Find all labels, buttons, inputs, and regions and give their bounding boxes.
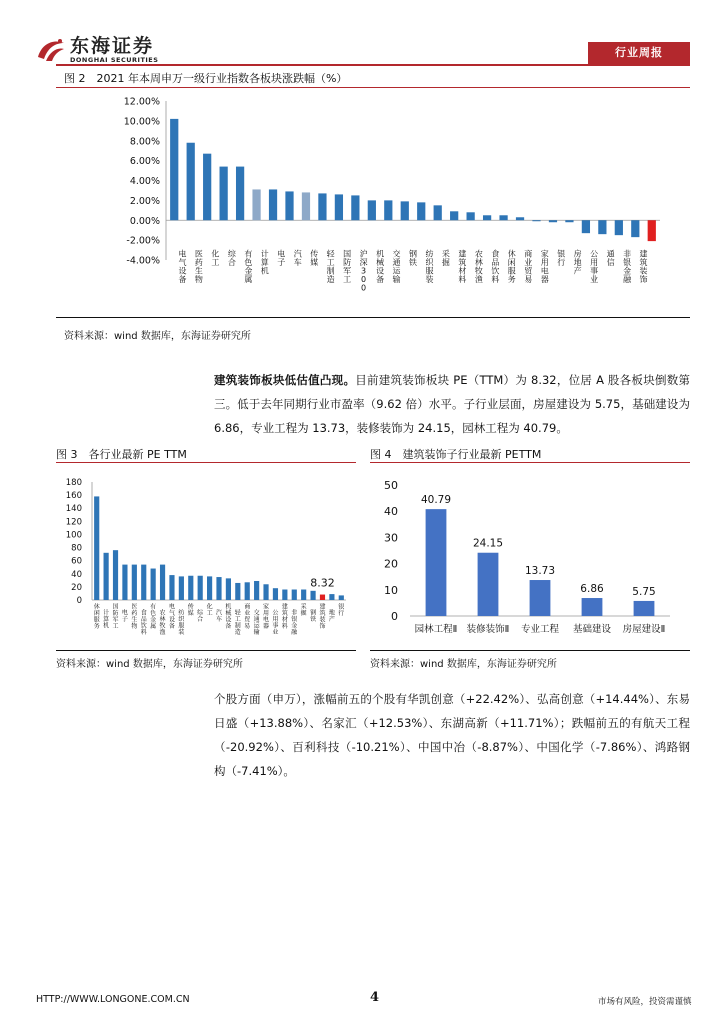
x-tick-label: 计算机 [260,249,269,276]
bar [478,553,499,616]
x-tick-label: 农林牧渔 [474,249,483,285]
bar [216,577,221,600]
x-tick-label: 纺织服装 [425,249,434,285]
x-tick-label: 交通运输 [392,249,401,285]
company-logo [36,36,158,64]
x-tick-label: 非银金融 [623,249,632,285]
bar [384,200,392,220]
footer-url[interactable]: HTTP://WWW.LONGONE.COM.CN [36,994,190,1005]
x-tick-label: 地产 [328,609,335,623]
y-tick-label: 20 [384,557,398,571]
bar [292,590,297,600]
bar [310,591,315,600]
figure4-chart [370,470,690,650]
x-tick-label: 汽车 [215,609,223,623]
bar [207,576,212,600]
x-tick-label: 医药生物 [194,249,203,285]
logo-icon [36,37,66,63]
bar [203,154,211,221]
bar [401,201,409,220]
figure2-source: 资料来源：wind 数据库，东海证券研究所 [64,331,251,342]
bar [351,195,359,220]
risk-disclaimer: 市场有风险，投资需谨慎 [598,997,692,1007]
bar [631,220,639,237]
x-tick-label: 建筑材料 [458,249,467,285]
bar [235,583,240,600]
bar [187,143,195,221]
bar [245,582,250,600]
logo-cn: 东海证券 [70,35,155,57]
bar [169,575,174,600]
x-tick-label: 食品饮料 [140,609,147,636]
bar [648,220,656,241]
x-tick-label: 轻工制造 [326,249,335,285]
x-tick-label: 非银金融 [291,609,298,636]
x-tick-label: 商业贸易 [244,603,251,630]
x-tick-label: 机械设备 [225,603,232,630]
bar [220,167,228,221]
bar [318,193,326,220]
bar [582,220,590,233]
x-tick-label: 汽车 [293,249,302,268]
bar [273,588,278,600]
x-tick-label: 房屋建设Ⅱ [622,624,666,635]
paragraph-valuation-body: 目前建筑装饰板块 PE（TTM）为 8.32，位居 A 股各板块倒数第三。低于去年同期行业市盈率（9.62 倍）水平。子行业层面，房屋建设为 5.75，基础建设为 6.86，专业工程为 13.73，装修装饰为 24.15，园林工程为 40.79。 [214,373,691,435]
x-tick-label: 专业工程 [520,624,560,635]
x-tick-label: 建筑装饰 [639,249,648,285]
x-tick-label: 传媒 [187,603,194,617]
bar [339,595,344,600]
x-tick-label: 计算机 [103,609,110,630]
bar [329,594,334,600]
bar [188,576,193,600]
bar [254,581,259,600]
y-tick-label: 0 [76,596,82,606]
figure3-caption: 图 3 各行业最新 PE TTM [56,448,187,461]
y-tick-label: 8.00% [129,136,160,148]
y-tick-label: 100 [65,530,82,541]
x-tick-label: 商业贸易 [524,249,533,285]
x-tick-label: 农林牧渔 [159,609,166,636]
bar [104,553,109,600]
x-tick-label: 房地产 [573,249,582,276]
bar [263,584,268,600]
x-tick-label: 家用电器 [263,603,270,630]
x-tick-label: 电子 [277,249,286,268]
figure2-chart [56,88,690,338]
bar [226,578,231,600]
bar [94,496,99,600]
x-tick-label: 国防军工 [343,249,352,285]
x-tick-label: 交通运输 [253,609,260,636]
y-tick-label: 180 [65,478,82,488]
x-tick-label: 化工 [206,603,213,617]
x-tick-label: 钢铁 [310,609,317,623]
x-tick-label: 建筑装饰 [319,603,326,630]
y-tick-label: 50 [384,479,398,492]
x-tick-label: 有色金属 [150,603,157,630]
y-tick-label: 0.00% [129,215,160,227]
paragraph-stocks: 个股方面（申万），涨幅前五的个股有华凯创意（+22.42%）、弘高创意（+14.44%）、东易日盛（+13.88%）、名家汇（+12.53%）、东湖高新（+11.71%）；跌幅前五的有航天工程（-20.92%）、百利科技（-10.21%）、中国中冶（-8.87%）、中国化学（-7.86%）、鸿路钢构（-7.41%）。 [214,692,690,778]
y-tick-label: -2.00% [126,235,160,247]
bar [141,565,146,600]
bar [236,167,244,221]
bar [499,215,507,220]
bar [160,565,165,600]
x-tick-label: 国防军工 [112,603,119,630]
bar [335,194,343,220]
bar [417,202,425,220]
data-label: 24.15 [472,537,504,550]
x-tick-label: 通信 [606,249,615,268]
figure3-top-rule [56,462,356,463]
y-tick-label: 80 [71,543,82,554]
x-tick-label: 园林工程Ⅱ [414,624,458,635]
x-tick-label: 休闲服务 [507,249,516,285]
figure3-source: 资料来源：wind 数据库，东海证券研究所 [56,659,243,670]
y-tick-label: 6.00% [129,156,160,168]
bar [634,601,655,616]
bar [252,189,260,220]
y-tick-label: 30 [384,531,398,545]
x-tick-label: 传媒 [310,249,319,268]
bar [368,200,376,220]
y-tick-label: 140 [65,504,82,515]
x-tick-label: 电子 [121,609,128,623]
x-tick-label: 有色金属 [244,249,253,285]
bar [450,211,458,220]
x-tick-label: 电气设备 [168,603,175,630]
x-tick-label: 沪深 3 0 0 [359,249,368,293]
y-tick-label: 0 [391,610,398,623]
y-tick-label: 40 [384,505,398,519]
figure4-bottom-rule [370,650,690,651]
x-tick-label: 家用电器 [540,249,549,285]
y-tick-label: 120 [65,517,82,528]
bar [582,598,603,616]
bar [426,509,447,616]
x-tick-label: 公用事业 [272,609,279,636]
figure4-caption: 图 4 建筑装饰子行业最新 PETTM [370,448,542,461]
bar [565,220,573,222]
header-divider [56,64,690,66]
x-tick-label: 钢铁 [409,249,417,268]
bar [285,191,293,220]
data-label: 5.75 [632,585,656,598]
data-label: 13.73 [524,565,556,578]
y-tick-label: 60 [71,556,82,567]
data-label-annotation: 8.32 [310,576,335,590]
x-tick-label: 综合 [227,249,236,268]
bar [301,590,306,600]
x-tick-label: 轻工制造 [234,609,241,636]
y-tick-label: 20 [71,582,82,593]
x-tick-label: 建筑材料 [281,603,288,630]
x-tick-label: 基础建设 [572,624,612,635]
bar [320,595,325,600]
bar [282,590,287,600]
x-tick-label: 银行 [557,249,566,268]
y-tick-label: 10.00% [123,116,160,128]
figure2-caption: 图 2 2021 年本周申万一级行业指数各板块涨跌幅（%） [64,72,348,85]
bar [170,119,178,220]
bar [467,212,475,220]
x-tick-label: 采掘 [300,603,307,617]
bar [122,565,127,600]
y-tick-label: 40 [71,569,82,580]
y-tick-label: 12.00% [123,96,160,108]
figure4-top-rule [370,462,690,463]
paragraph-valuation-lead: 建筑装饰板块低估值凸现。 [214,373,356,387]
paragraph-valuation [214,368,690,440]
bar [532,220,540,221]
figure2-bottom-rule [56,317,690,318]
bar [198,576,203,600]
y-tick-label: -4.00% [126,255,160,267]
bar [132,565,137,600]
page-number: 4 [370,990,380,1005]
y-tick-label: 160 [65,491,82,502]
figure4-source: 资料来源：wind 数据库，东海证券研究所 [370,659,557,670]
bar [549,220,557,222]
bar [151,569,156,600]
x-tick-label: 食品饮料 [491,249,500,285]
figure3-bottom-rule [56,650,356,651]
x-tick-label: 采掘 [441,249,450,268]
x-tick-label: 装修装饰Ⅱ [466,624,510,635]
bar [598,220,606,234]
x-tick-label: 机械设备 [376,249,385,285]
y-tick-label: 2.00% [129,195,160,207]
y-tick-label: 4.00% [129,176,160,187]
x-tick-label: 电气设备 [178,249,187,285]
bar [530,580,551,616]
bar [113,550,118,600]
data-label: 6.86 [580,583,604,596]
bar [516,217,524,220]
bar [269,189,277,220]
x-tick-label: 化工 [211,249,220,268]
bar [434,205,442,220]
bar [483,215,491,220]
figure3-chart [56,470,356,650]
bar [302,192,310,220]
x-tick-label: 纺织服装 [178,609,185,636]
x-tick-label: 医药生物 [131,603,138,630]
x-tick-label: 休闲服务 [93,603,100,630]
report-type-badge: 行业周报 [588,42,690,64]
x-tick-label: 公用事业 [590,249,599,285]
bar [615,220,623,235]
logo-en: DONGHAI SECURITIES [70,56,159,64]
bar [179,576,184,600]
data-label: 40.79 [420,494,452,507]
x-tick-label: 银行 [338,603,345,617]
x-tick-label: 综合 [197,609,204,623]
y-tick-label: 10 [384,583,398,597]
